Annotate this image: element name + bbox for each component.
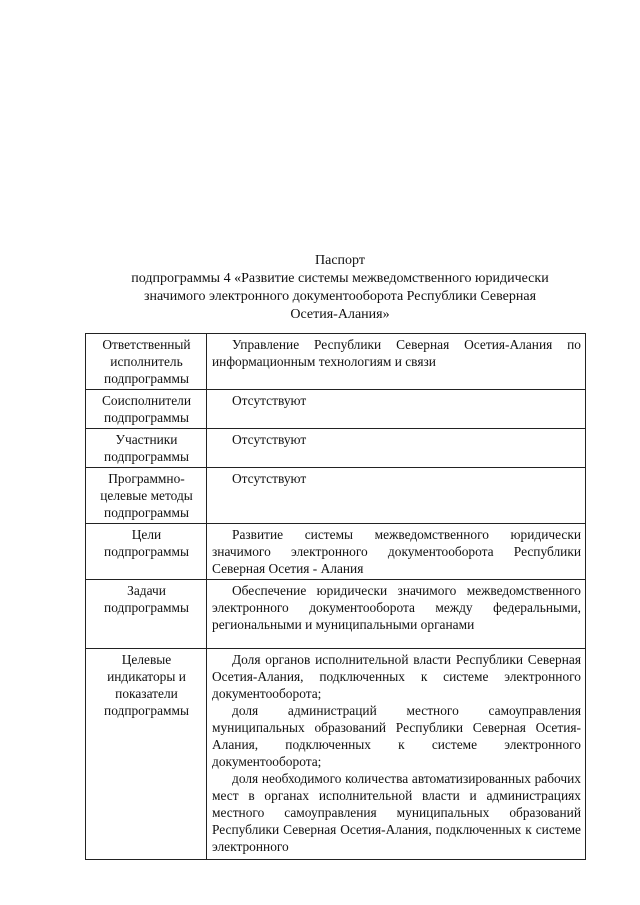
table-row — [86, 524, 586, 580]
value-paragraph: Обеспечение юридически значимого межведомственного электронного документооборота между федеральными, региональными и муниципальными органами — [212, 583, 581, 632]
table-row — [86, 580, 586, 649]
row-value — [207, 468, 586, 524]
table-row — [86, 649, 586, 860]
row-value — [207, 580, 586, 649]
row-label: Целевые индикаторы и показатели подпрограммы — [86, 649, 207, 860]
row-value — [207, 524, 586, 580]
row-label: Ответственный исполнитель подпрограммы — [86, 334, 207, 390]
value-paragraph: доля необходимого количества автоматизированных рабочих мест в органах исполнительной власти и администрациях местного самоуправления муниципальных образований Республики Северная Осетия-Алания, подключенных к системе электронного — [212, 771, 581, 854]
row-value — [207, 390, 586, 429]
value-paragraph: доля администраций местного самоуправления муниципальных образований Республики Северная Осетия-Алания, подключенных к системе электронного документооборота; — [212, 703, 581, 769]
value-paragraph: Управление Республики Северная Осетия-Алания по информационным технологиям и связи — [212, 337, 581, 369]
row-label: Соисполнители подпрограммы — [86, 390, 207, 429]
title-line-1: Паспорт — [315, 253, 365, 268]
value-paragraph: Развитие системы межведомственного юридически значимого электронного документооборота Республики Северная Осетия - Алания — [212, 527, 581, 576]
passport-table — [85, 333, 586, 860]
title-line-2: подпрограммы 4 «Развитие системы межведомственного юридически — [131, 271, 549, 286]
table-row — [86, 468, 586, 524]
value-paragraph: Отсутствуют — [232, 432, 307, 447]
value-paragraph: Доля органов исполнительной власти Республики Северная Осетия-Алания, подключенных к системе электронного документооборота; — [212, 652, 581, 701]
row-label: Цели подпрограммы — [86, 524, 207, 580]
row-value — [207, 334, 586, 390]
row-label: Программно-целевые методы подпрограммы — [86, 468, 207, 524]
value-paragraph: Отсутствуют — [232, 393, 307, 408]
table-row — [86, 390, 586, 429]
table-row — [86, 334, 586, 390]
title-line-4: Осетия-Алания» — [290, 307, 390, 322]
row-value — [207, 429, 586, 468]
title-line-3: значимого электронного документооборота Республики Северная — [143, 289, 537, 304]
value-paragraph: Отсутствуют — [232, 471, 307, 486]
passport-title — [90, 252, 590, 324]
table-row — [86, 429, 586, 468]
row-label: Участники подпрограммы — [86, 429, 207, 468]
row-value — [207, 649, 586, 860]
row-label: Задачи подпрограммы — [86, 580, 207, 649]
